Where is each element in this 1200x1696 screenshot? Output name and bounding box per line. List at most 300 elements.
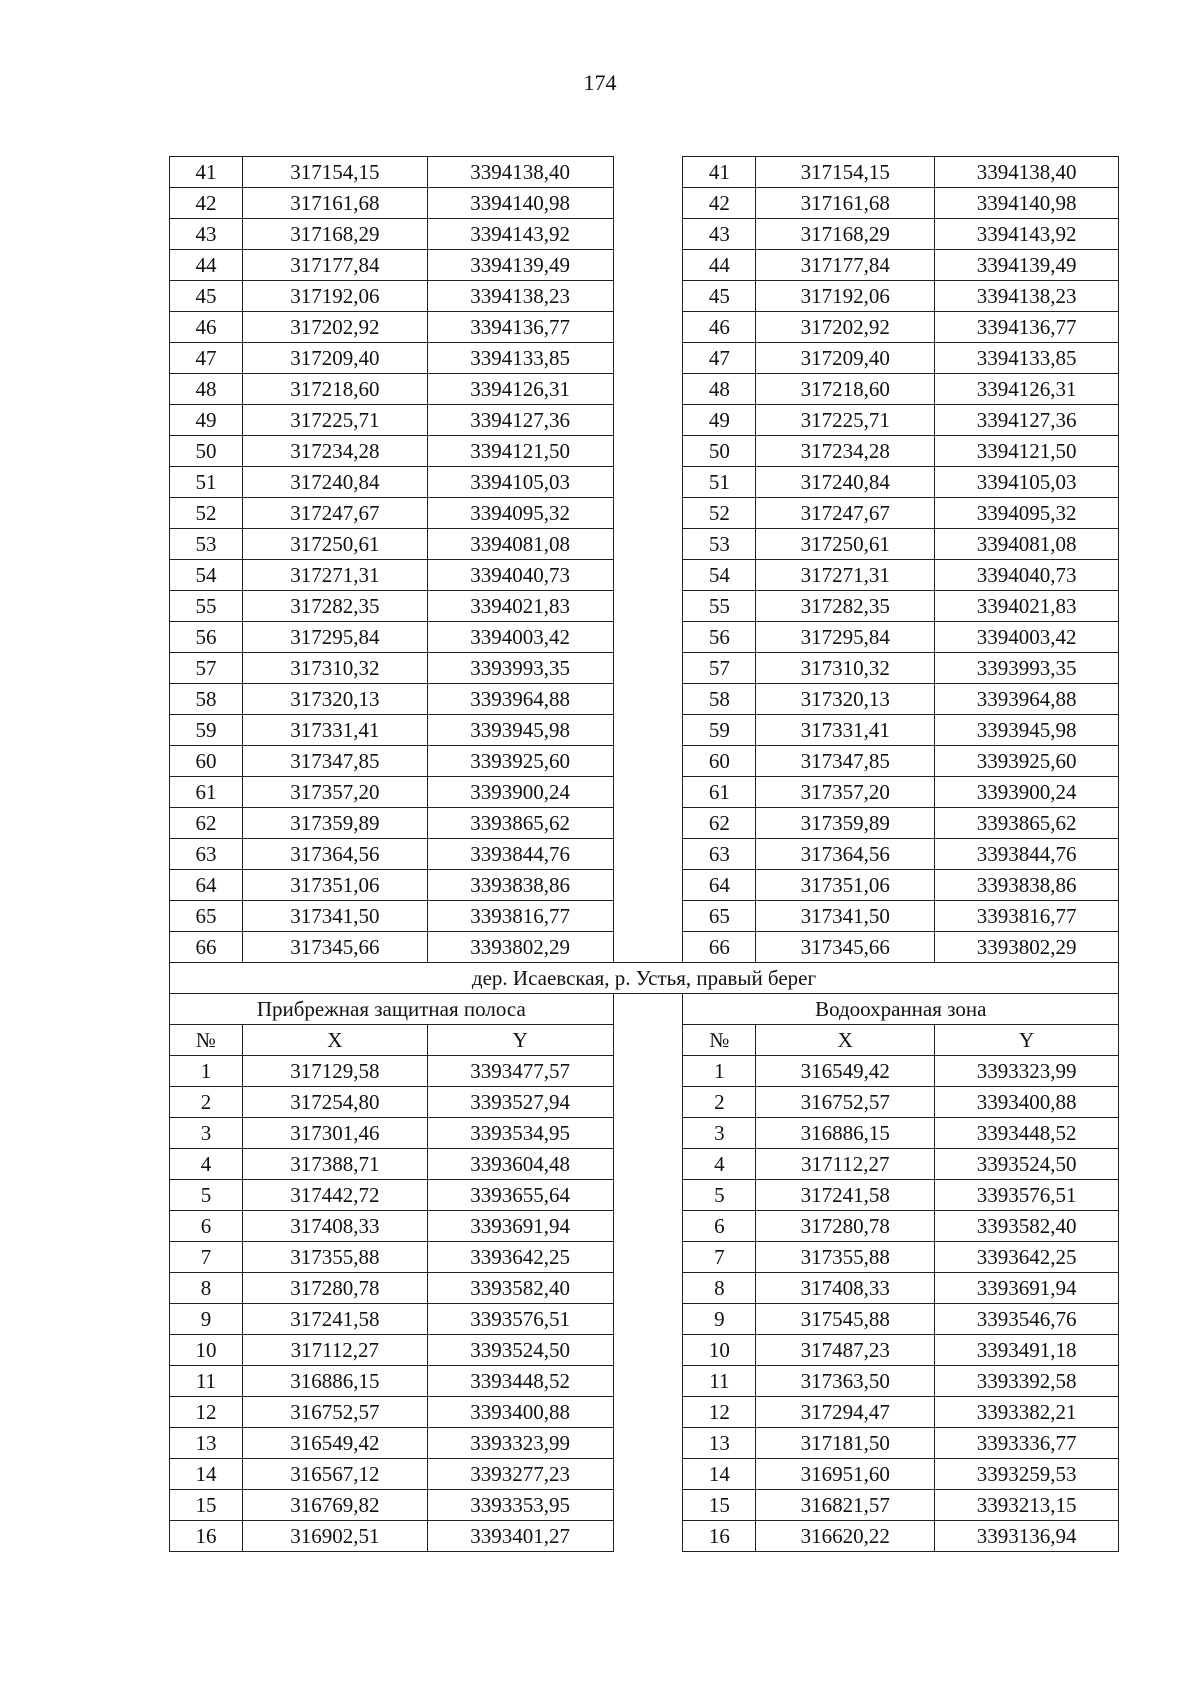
point-number-cell: 2 <box>170 1087 243 1118</box>
y-coordinate-cell: 3393576,51 <box>935 1180 1119 1211</box>
table-row <box>170 1149 1119 1180</box>
x-coordinate-cell: 317250,61 <box>756 529 935 560</box>
y-coordinate-cell: 3393838,86 <box>427 870 613 901</box>
y-coordinate-cell: 3393945,98 <box>935 715 1119 746</box>
point-number-cell: 61 <box>170 777 243 808</box>
point-number-cell: № <box>170 1025 243 1056</box>
y-coordinate-cell: 3393993,35 <box>935 653 1119 684</box>
point-number-cell: 56 <box>170 622 243 653</box>
table-row <box>170 312 1119 343</box>
table-row <box>170 188 1119 219</box>
y-coordinate-cell: 3393900,24 <box>935 777 1119 808</box>
x-coordinate-cell: 317294,47 <box>756 1397 935 1428</box>
x-coordinate-cell: 317181,50 <box>756 1428 935 1459</box>
y-coordinate-cell: 3394133,85 <box>935 343 1119 374</box>
point-number-cell: 5 <box>683 1180 756 1211</box>
table-gap <box>613 1428 683 1459</box>
table-gap <box>613 281 683 312</box>
table-gap <box>613 901 683 932</box>
x-coordinate-cell: 317359,89 <box>242 808 427 839</box>
x-coordinate-cell: X <box>242 1025 427 1056</box>
y-coordinate-cell: 3394136,77 <box>427 312 613 343</box>
table-row <box>170 1211 1119 1242</box>
point-number-cell: 16 <box>170 1521 243 1552</box>
y-coordinate-cell: 3393865,62 <box>427 808 613 839</box>
point-number-cell: 41 <box>683 157 756 188</box>
x-coordinate-cell: 316752,57 <box>242 1397 427 1428</box>
x-coordinate-cell: 317408,33 <box>756 1273 935 1304</box>
y-coordinate-cell: 3394136,77 <box>935 312 1119 343</box>
table-row <box>170 1180 1119 1211</box>
y-coordinate-cell: 3393642,25 <box>935 1242 1119 1273</box>
point-number-cell: 13 <box>683 1428 756 1459</box>
table-gap <box>613 870 683 901</box>
y-coordinate-cell: 3394105,03 <box>935 467 1119 498</box>
y-coordinate-cell: 3393213,15 <box>935 1490 1119 1521</box>
table-gap <box>613 1087 683 1118</box>
y-coordinate-cell: 3393993,35 <box>427 653 613 684</box>
table-row <box>170 467 1119 498</box>
x-coordinate-cell: 317347,85 <box>242 746 427 777</box>
x-coordinate-cell: 317112,27 <box>756 1149 935 1180</box>
point-number-cell: 46 <box>683 312 756 343</box>
y-coordinate-cell: 3393259,53 <box>935 1459 1119 1490</box>
y-coordinate-cell: 3394021,83 <box>935 591 1119 622</box>
point-number-cell: 11 <box>683 1366 756 1397</box>
table-gap <box>613 591 683 622</box>
section-title: дер. Исаевская, р. Устья, правый берег <box>170 963 1119 994</box>
x-coordinate-cell: 317351,06 <box>242 870 427 901</box>
y-coordinate-cell: 3393844,76 <box>427 839 613 870</box>
x-coordinate-cell: 317168,29 <box>756 219 935 250</box>
x-coordinate-cell: 317351,06 <box>756 870 935 901</box>
x-coordinate-cell: 317355,88 <box>756 1242 935 1273</box>
y-coordinate-cell: 3394139,49 <box>935 250 1119 281</box>
x-coordinate-cell: 317331,41 <box>756 715 935 746</box>
y-coordinate-cell: 3394143,92 <box>427 219 613 250</box>
table-row <box>170 901 1119 932</box>
point-number-cell: 60 <box>683 746 756 777</box>
x-coordinate-cell: 317218,60 <box>242 374 427 405</box>
table-row <box>170 374 1119 405</box>
table-gap <box>613 1459 683 1490</box>
point-number-cell: 50 <box>683 436 756 467</box>
table-row <box>170 529 1119 560</box>
y-coordinate-cell: 3394040,73 <box>935 560 1119 591</box>
table-gap <box>613 498 683 529</box>
point-number-cell: 63 <box>170 839 243 870</box>
table-row <box>170 1087 1119 1118</box>
y-coordinate-cell: 3394105,03 <box>427 467 613 498</box>
y-coordinate-cell: 3393964,88 <box>427 684 613 715</box>
point-number-cell: 44 <box>170 250 243 281</box>
y-coordinate-cell: 3393534,95 <box>427 1118 613 1149</box>
point-number-cell: 56 <box>683 622 756 653</box>
point-number-cell: 63 <box>683 839 756 870</box>
point-number-cell: 62 <box>170 808 243 839</box>
table-gap <box>613 932 683 963</box>
y-coordinate-cell: 3394138,40 <box>427 157 613 188</box>
x-coordinate-cell: 316567,12 <box>242 1459 427 1490</box>
x-coordinate-cell: 317357,20 <box>756 777 935 808</box>
point-number-cell: 3 <box>170 1118 243 1149</box>
y-coordinate-cell: 3393400,88 <box>935 1087 1119 1118</box>
page-number: 174 <box>583 70 617 95</box>
x-coordinate-cell: 317355,88 <box>242 1242 427 1273</box>
table-row <box>170 560 1119 591</box>
table-row <box>170 219 1119 250</box>
x-coordinate-cell: 317341,50 <box>756 901 935 932</box>
table-row <box>170 1490 1119 1521</box>
table-gap <box>613 684 683 715</box>
x-coordinate-cell: 317271,31 <box>242 560 427 591</box>
y-coordinate-cell: 3393448,52 <box>935 1118 1119 1149</box>
table-row <box>170 1459 1119 1490</box>
x-coordinate-cell: 317209,40 <box>756 343 935 374</box>
point-number-cell: 57 <box>683 653 756 684</box>
x-coordinate-cell: 316902,51 <box>242 1521 427 1552</box>
y-coordinate-cell: 3393527,94 <box>427 1087 613 1118</box>
x-coordinate-cell: 317345,66 <box>756 932 935 963</box>
table-row <box>170 1366 1119 1397</box>
point-number-cell: 53 <box>683 529 756 560</box>
point-number-cell: 51 <box>683 467 756 498</box>
x-coordinate-cell: X <box>756 1025 935 1056</box>
x-coordinate-cell: 317331,41 <box>242 715 427 746</box>
point-number-cell: 64 <box>170 870 243 901</box>
y-coordinate-cell: 3393582,40 <box>935 1211 1119 1242</box>
point-number-cell: 59 <box>170 715 243 746</box>
block-title-row <box>170 994 1119 1025</box>
table-gap <box>613 1180 683 1211</box>
y-coordinate-cell: 3393524,50 <box>427 1335 613 1366</box>
y-coordinate-cell: 3393964,88 <box>935 684 1119 715</box>
table-gap <box>613 157 683 188</box>
x-coordinate-cell: 317234,28 <box>756 436 935 467</box>
point-number-cell: 14 <box>683 1459 756 1490</box>
table-row <box>170 281 1119 312</box>
y-coordinate-cell: 3393546,76 <box>935 1304 1119 1335</box>
y-coordinate-cell: 3393136,94 <box>935 1521 1119 1552</box>
point-number-cell: 1 <box>683 1056 756 1087</box>
point-number-cell: 65 <box>683 901 756 932</box>
x-coordinate-cell: 317225,71 <box>756 405 935 436</box>
point-number-cell: 47 <box>170 343 243 374</box>
point-number-cell: 45 <box>170 281 243 312</box>
table-row <box>170 1304 1119 1335</box>
table-row <box>170 1273 1119 1304</box>
x-coordinate-cell: 317240,84 <box>756 467 935 498</box>
point-number-cell: 52 <box>683 498 756 529</box>
x-coordinate-cell: 317545,88 <box>756 1304 935 1335</box>
y-coordinate-cell: 3394127,36 <box>427 405 613 436</box>
table-gap <box>613 343 683 374</box>
point-number-cell: 59 <box>683 715 756 746</box>
point-number-cell: 9 <box>683 1304 756 1335</box>
table-gap <box>613 529 683 560</box>
y-coordinate-cell: 3394095,32 <box>427 498 613 529</box>
y-coordinate-cell: 3394138,23 <box>427 281 613 312</box>
y-coordinate-cell: 3393392,58 <box>935 1366 1119 1397</box>
y-coordinate-cell: 3393802,29 <box>935 932 1119 963</box>
point-number-cell: 12 <box>683 1397 756 1428</box>
y-coordinate-cell: 3393816,77 <box>935 901 1119 932</box>
point-number-cell: 54 <box>170 560 243 591</box>
point-number-cell: № <box>683 1025 756 1056</box>
x-coordinate-cell: 317487,23 <box>756 1335 935 1366</box>
x-coordinate-cell: 317301,46 <box>242 1118 427 1149</box>
y-coordinate-cell: 3393844,76 <box>935 839 1119 870</box>
y-coordinate-cell: 3393323,99 <box>427 1428 613 1459</box>
x-coordinate-cell: 316821,57 <box>756 1490 935 1521</box>
table-row <box>170 808 1119 839</box>
point-number-cell: 66 <box>683 932 756 963</box>
x-coordinate-cell: 317112,27 <box>242 1335 427 1366</box>
x-coordinate-cell: 317202,92 <box>242 312 427 343</box>
x-coordinate-cell: 317241,58 <box>242 1304 427 1335</box>
point-number-cell: 62 <box>683 808 756 839</box>
y-coordinate-cell: 3394126,31 <box>935 374 1119 405</box>
column-header-row <box>170 1025 1119 1056</box>
table-row <box>170 1118 1119 1149</box>
point-number-cell: 41 <box>170 157 243 188</box>
x-coordinate-cell: 317254,80 <box>242 1087 427 1118</box>
point-number-cell: 55 <box>170 591 243 622</box>
section-title-row <box>170 963 1119 994</box>
x-coordinate-cell: 317345,66 <box>242 932 427 963</box>
x-coordinate-cell: 317320,13 <box>756 684 935 715</box>
point-number-cell: 10 <box>170 1335 243 1366</box>
table-gap <box>613 777 683 808</box>
table-gap <box>613 839 683 870</box>
point-number-cell: 48 <box>683 374 756 405</box>
y-coordinate-cell: 3394021,83 <box>427 591 613 622</box>
x-coordinate-cell: 317388,71 <box>242 1149 427 1180</box>
y-coordinate-cell: 3393491,18 <box>935 1335 1119 1366</box>
table-row <box>170 777 1119 808</box>
x-coordinate-cell: 317295,84 <box>242 622 427 653</box>
y-coordinate-cell: 3393576,51 <box>427 1304 613 1335</box>
x-coordinate-cell: 317241,58 <box>756 1180 935 1211</box>
point-number-cell: 4 <box>683 1149 756 1180</box>
table-row <box>170 1428 1119 1459</box>
point-number-cell: 9 <box>170 1304 243 1335</box>
x-coordinate-cell: 316769,82 <box>242 1490 427 1521</box>
y-coordinate-cell: 3393336,77 <box>935 1428 1119 1459</box>
x-coordinate-cell: 317161,68 <box>242 188 427 219</box>
table-row <box>170 622 1119 653</box>
table-row <box>170 932 1119 963</box>
table-gap <box>613 1056 683 1087</box>
point-number-cell: 12 <box>170 1397 243 1428</box>
x-coordinate-cell: 317177,84 <box>242 250 427 281</box>
y-coordinate-cell: 3394095,32 <box>935 498 1119 529</box>
point-number-cell: 43 <box>170 219 243 250</box>
x-coordinate-cell: 317347,85 <box>756 746 935 777</box>
x-coordinate-cell: 317240,84 <box>242 467 427 498</box>
table-row <box>170 746 1119 777</box>
x-coordinate-cell: 317364,56 <box>756 839 935 870</box>
table-gap <box>613 219 683 250</box>
point-number-cell: 58 <box>170 684 243 715</box>
y-coordinate-cell: Y <box>427 1025 613 1056</box>
y-coordinate-cell: 3394143,92 <box>935 219 1119 250</box>
x-coordinate-cell: 317363,50 <box>756 1366 935 1397</box>
table-gap <box>613 1335 683 1366</box>
y-coordinate-cell: 3394126,31 <box>427 374 613 405</box>
table-row <box>170 157 1119 188</box>
x-coordinate-cell: 317247,67 <box>756 498 935 529</box>
y-coordinate-cell: 3393865,62 <box>935 808 1119 839</box>
y-coordinate-cell: 3393382,21 <box>935 1397 1119 1428</box>
point-number-cell: 8 <box>170 1273 243 1304</box>
point-number-cell: 11 <box>170 1366 243 1397</box>
point-number-cell: 54 <box>683 560 756 591</box>
table-row <box>170 250 1119 281</box>
x-coordinate-cell: 317271,31 <box>756 560 935 591</box>
x-coordinate-cell: 316752,57 <box>756 1087 935 1118</box>
point-number-cell: 3 <box>683 1118 756 1149</box>
y-coordinate-cell: 3393925,60 <box>427 746 613 777</box>
y-coordinate-cell: 3394003,42 <box>935 622 1119 653</box>
y-coordinate-cell: 3393400,88 <box>427 1397 613 1428</box>
y-coordinate-cell: 3393323,99 <box>935 1056 1119 1087</box>
point-number-cell: 49 <box>170 405 243 436</box>
y-coordinate-cell: 3393604,48 <box>427 1149 613 1180</box>
point-number-cell: 58 <box>683 684 756 715</box>
point-number-cell: 7 <box>170 1242 243 1273</box>
table-gap <box>613 1025 683 1056</box>
y-coordinate-cell: 3393838,86 <box>935 870 1119 901</box>
point-number-cell: 42 <box>683 188 756 219</box>
table-gap <box>613 250 683 281</box>
point-number-cell: 10 <box>683 1335 756 1366</box>
point-number-cell: 7 <box>683 1242 756 1273</box>
table-gap <box>613 1273 683 1304</box>
x-coordinate-cell: 316549,42 <box>242 1428 427 1459</box>
x-coordinate-cell: 317154,15 <box>242 157 427 188</box>
point-number-cell: 53 <box>170 529 243 560</box>
x-coordinate-cell: 317129,58 <box>242 1056 427 1087</box>
y-coordinate-cell: 3393691,94 <box>935 1273 1119 1304</box>
x-coordinate-cell: 317177,84 <box>756 250 935 281</box>
table-row <box>170 684 1119 715</box>
point-number-cell: 16 <box>683 1521 756 1552</box>
y-coordinate-cell: 3394040,73 <box>427 560 613 591</box>
point-number-cell: 55 <box>683 591 756 622</box>
table-gap <box>613 1118 683 1149</box>
table-gap <box>613 746 683 777</box>
y-coordinate-cell: 3394140,98 <box>935 188 1119 219</box>
x-coordinate-cell: 317408,33 <box>242 1211 427 1242</box>
table-gap <box>613 188 683 219</box>
point-number-cell: 6 <box>170 1211 243 1242</box>
table-gap <box>613 560 683 591</box>
x-coordinate-cell: 317359,89 <box>756 808 935 839</box>
point-number-cell: 45 <box>683 281 756 312</box>
right-block-title: Водоохранная зона <box>683 994 1119 1025</box>
table-row <box>170 1335 1119 1366</box>
point-number-cell: 44 <box>683 250 756 281</box>
point-number-cell: 61 <box>683 777 756 808</box>
x-coordinate-cell: 317250,61 <box>242 529 427 560</box>
table-gap <box>613 715 683 746</box>
x-coordinate-cell: 317310,32 <box>242 653 427 684</box>
point-number-cell: 57 <box>170 653 243 684</box>
y-coordinate-cell: 3393925,60 <box>935 746 1119 777</box>
point-number-cell: 50 <box>170 436 243 467</box>
point-number-cell: 64 <box>683 870 756 901</box>
table-row <box>170 653 1119 684</box>
x-coordinate-cell: 317218,60 <box>756 374 935 405</box>
y-coordinate-cell: 3393900,24 <box>427 777 613 808</box>
x-coordinate-cell: 317442,72 <box>242 1180 427 1211</box>
x-coordinate-cell: 317295,84 <box>756 622 935 653</box>
table-gap <box>613 653 683 684</box>
table-gap <box>613 1211 683 1242</box>
y-coordinate-cell: 3394139,49 <box>427 250 613 281</box>
point-number-cell: 66 <box>170 932 243 963</box>
x-coordinate-cell: 317357,20 <box>242 777 427 808</box>
point-number-cell: 4 <box>170 1149 243 1180</box>
y-coordinate-cell: 3394133,85 <box>427 343 613 374</box>
point-number-cell: 6 <box>683 1211 756 1242</box>
table-gap <box>613 1149 683 1180</box>
point-number-cell: 15 <box>170 1490 243 1521</box>
table-row <box>170 591 1119 622</box>
table-gap <box>613 436 683 467</box>
point-number-cell: 48 <box>170 374 243 405</box>
y-coordinate-cell: 3393945,98 <box>427 715 613 746</box>
point-number-cell: 15 <box>683 1490 756 1521</box>
x-coordinate-cell: 317247,67 <box>242 498 427 529</box>
y-coordinate-cell: 3394081,08 <box>935 529 1119 560</box>
x-coordinate-cell: 317225,71 <box>242 405 427 436</box>
table-gap <box>613 1304 683 1335</box>
table-gap <box>613 467 683 498</box>
point-number-cell: 52 <box>170 498 243 529</box>
table-gap <box>613 374 683 405</box>
table-row <box>170 1242 1119 1273</box>
point-number-cell: 5 <box>170 1180 243 1211</box>
table-gap <box>613 808 683 839</box>
y-coordinate-cell: 3393691,94 <box>427 1211 613 1242</box>
table-row <box>170 1056 1119 1087</box>
x-coordinate-cell: 317202,92 <box>756 312 935 343</box>
x-coordinate-cell: 317341,50 <box>242 901 427 932</box>
x-coordinate-cell: 317280,78 <box>242 1273 427 1304</box>
point-number-cell: 1 <box>170 1056 243 1087</box>
table-row <box>170 870 1119 901</box>
x-coordinate-cell: 317161,68 <box>756 188 935 219</box>
y-coordinate-cell: 3393802,29 <box>427 932 613 963</box>
table-row <box>170 839 1119 870</box>
x-coordinate-cell: 317282,35 <box>756 591 935 622</box>
x-coordinate-cell: 317364,56 <box>242 839 427 870</box>
table-gap <box>613 1242 683 1273</box>
y-coordinate-cell: 3393277,23 <box>427 1459 613 1490</box>
x-coordinate-cell: 317192,06 <box>242 281 427 312</box>
coordinates-table <box>169 156 1119 1552</box>
y-coordinate-cell: 3393401,27 <box>427 1521 613 1552</box>
table-row <box>170 405 1119 436</box>
y-coordinate-cell: 3393642,25 <box>427 1242 613 1273</box>
y-coordinate-cell: Y <box>935 1025 1119 1056</box>
table-row <box>170 498 1119 529</box>
y-coordinate-cell: 3394121,50 <box>427 436 613 467</box>
x-coordinate-cell: 317168,29 <box>242 219 427 250</box>
coordinates-table-body <box>170 157 1119 1552</box>
